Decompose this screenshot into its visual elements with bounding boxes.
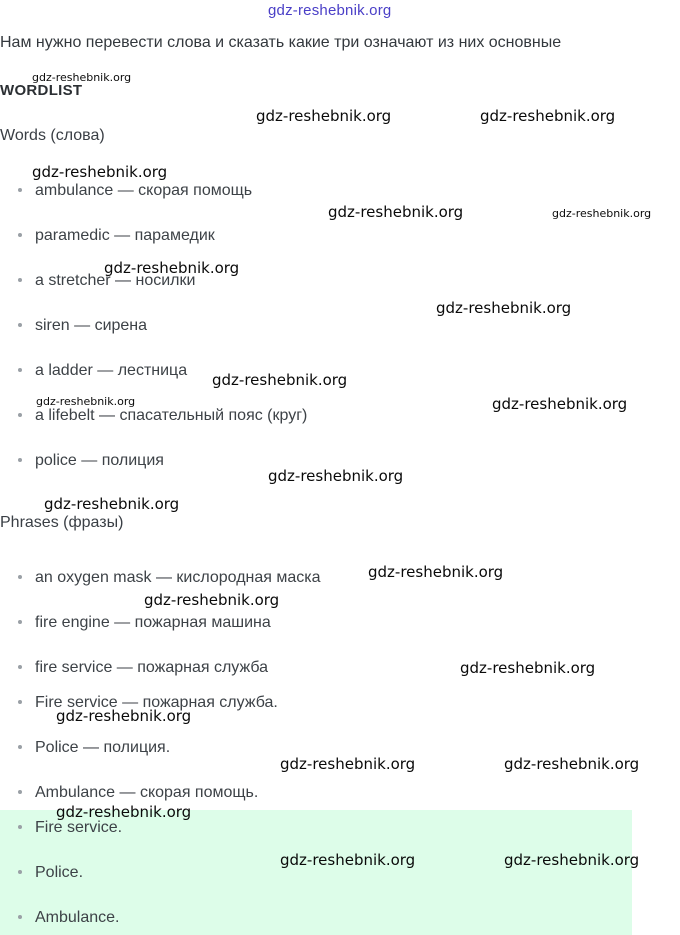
watermark: gdz-reshebnik.org	[504, 851, 640, 869]
list-item: siren — сирена	[18, 315, 147, 337]
wordlist-heading: WORDLIST	[0, 82, 83, 99]
bullet-icon	[18, 368, 22, 372]
site-logo-text[interactable]: gdz-reshebnik.org	[268, 2, 392, 19]
bullet-icon	[18, 700, 22, 704]
watermark: gdz-reshebnik.org	[56, 707, 192, 725]
watermark: gdz-reshebnik.org	[44, 495, 180, 513]
list-item: a ladder — лестница	[18, 360, 187, 382]
watermark: gdz-reshebnik.org	[104, 259, 240, 277]
watermark: gdz-reshebnik.org	[368, 563, 504, 581]
watermark: gdz-reshebnik.org	[56, 803, 192, 821]
bullet-icon	[18, 745, 22, 749]
watermark: gdz-reshebnik.org	[280, 851, 416, 869]
list-item: Police.	[18, 862, 83, 884]
question-text: Нам нужно перевести слова и сказать какие три означают из них основные	[0, 34, 562, 51]
bullet-icon	[18, 665, 22, 669]
list-item: police — полиция	[18, 450, 164, 472]
list-item: a stretcher — носилки	[18, 270, 195, 292]
list-item: Ambulance.	[18, 907, 120, 929]
list-item: Fire service — пожарная служба.	[18, 692, 278, 714]
bullet-icon	[18, 188, 22, 192]
bullet-icon	[18, 790, 22, 794]
watermark: gdz-reshebnik.org	[492, 395, 628, 413]
list-item: Police — полиция.	[18, 737, 170, 759]
bullet-icon	[18, 915, 22, 919]
words-section-title: Words (слова)	[0, 127, 105, 144]
bullet-icon	[18, 620, 22, 624]
watermark: gdz-reshebnik.org	[268, 467, 404, 485]
phrases-section-title: Phrases (фразы)	[0, 514, 124, 531]
bullet-icon	[18, 323, 22, 327]
bullet-icon	[18, 825, 22, 829]
list-item: fire engine — пожарная машина	[18, 612, 271, 634]
bullet-icon	[18, 458, 22, 462]
bullet-icon	[18, 233, 22, 237]
watermark: gdz-reshebnik.org	[256, 107, 392, 125]
watermark: gdz-reshebnik.org	[32, 163, 168, 181]
list-item: Ambulance — скорая помощь.	[18, 782, 258, 804]
watermark: gdz-reshebnik.org	[144, 591, 280, 609]
list-item: ambulance — скорая помощь	[18, 180, 252, 202]
list-item: Fire service.	[18, 817, 122, 839]
watermark: gdz-reshebnik.org	[504, 755, 640, 773]
bullet-icon	[18, 278, 22, 282]
watermark: gdz-reshebnik.org	[480, 107, 616, 125]
bullet-icon	[18, 575, 22, 579]
list-item: paramedic — парамедик	[18, 225, 215, 247]
watermark: gdz-reshebnik.org	[328, 203, 464, 221]
bullet-icon	[18, 413, 22, 417]
watermark: gdz-reshebnik.org	[212, 371, 348, 389]
watermark: gdz-reshebnik.org	[460, 659, 596, 677]
list-item: fire service — пожарная служба	[18, 657, 268, 679]
list-item: an oxygen mask — кислородная маска	[18, 567, 321, 589]
watermark: gdz-reshebnik.org	[436, 299, 572, 317]
watermark: gdz-reshebnik.org	[32, 71, 132, 84]
bullet-icon	[18, 870, 22, 874]
list-item: a lifebelt — спасательный пояс (круг)	[18, 405, 307, 427]
watermark: gdz-reshebnik.org	[552, 207, 652, 220]
watermark: gdz-reshebnik.org	[280, 755, 416, 773]
watermark: gdz-reshebnik.org	[36, 395, 136, 408]
